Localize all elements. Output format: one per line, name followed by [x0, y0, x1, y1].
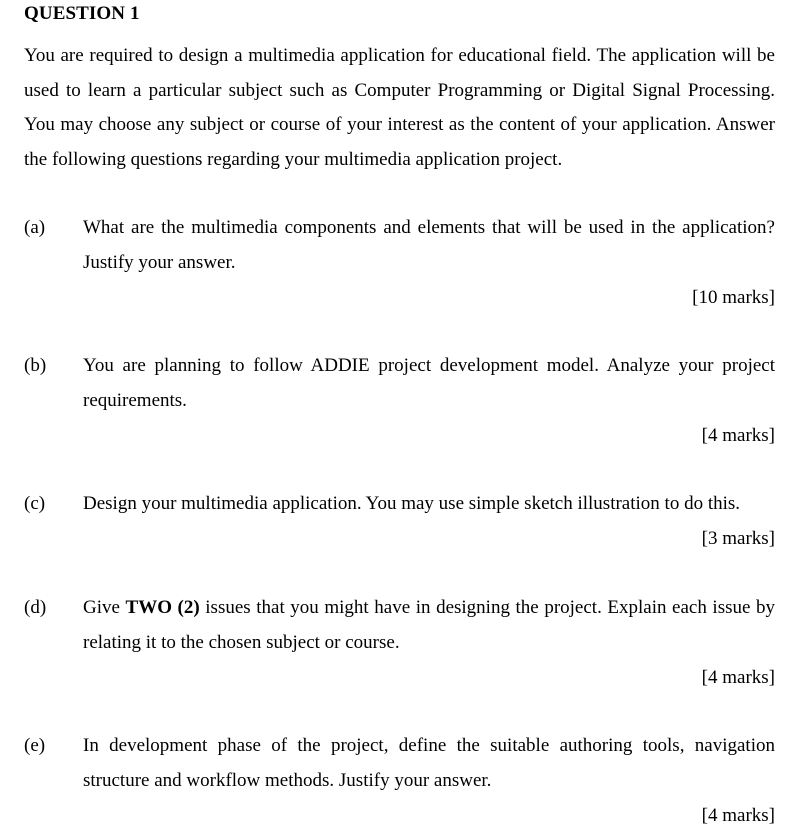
sub-question-text: In development phase of the project, define the suitable authoring tools, navigation structure and workflow methods. Justify your answer.	[83, 735, 775, 791]
sub-question-label: (e)	[24, 735, 46, 756]
sub-question-label: (d)	[24, 597, 47, 618]
sub-question-text-end: issues that you might have in designing the project. Explain each issue by relating it to the chosen subject or course.	[83, 597, 775, 653]
sub-question-label: (c)	[24, 493, 46, 514]
sub-question-text: You are planning to follow ADDIE project development model. Analyze your project requirements.	[83, 355, 775, 411]
sub-question-label: (a)	[24, 217, 46, 238]
question-intro: You are required to design a multimedia application for educational field. The application will be used to learn a particular subject such as Computer Programming or Digital Signal Processing. You may choose any subject or course of your interest as the content of your application. Answer the following questions regarding your multimedia application project.	[24, 45, 775, 170]
sub-question-text-emphasis: TWO (2)	[125, 597, 200, 618]
sub-question-label: (b)	[24, 355, 47, 376]
sub-question-marks: [4 marks]	[701, 425, 775, 446]
sub-question-marks: [10 marks]	[692, 287, 775, 308]
sub-question-marks: [4 marks]	[701, 667, 775, 688]
sub-question-marks: [3 marks]	[701, 528, 775, 549]
question-title: QUESTION 1	[24, 3, 140, 24]
sub-question-text: What are the multimedia components and elements that will be used in the application? Justify your answer.	[83, 217, 775, 273]
sub-question-text-start: Give	[83, 597, 126, 618]
sub-question-text: Design your multimedia application. You may use simple sketch illustration to do this.	[83, 493, 741, 514]
sub-question-text	[83, 591, 775, 660]
sub-question-marks: [4 marks]	[701, 805, 775, 826]
